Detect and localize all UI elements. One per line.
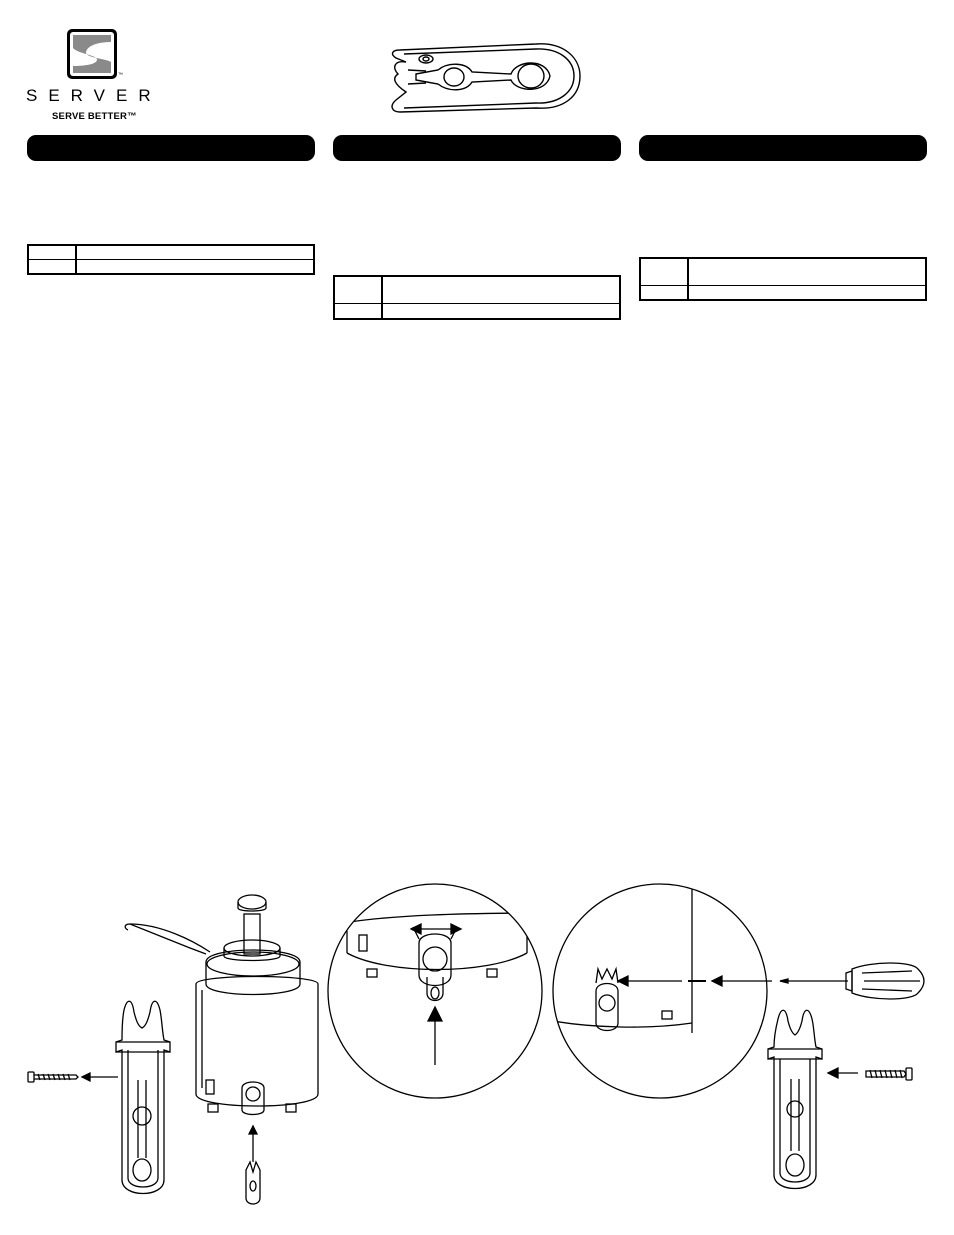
logo-wordmark: SERVER [26, 86, 162, 105]
table-row [334, 304, 620, 320]
logo-trademark: ™ [118, 72, 123, 78]
screwdriver-icon [780, 963, 924, 999]
table-cell [76, 245, 314, 260]
table-cell [28, 245, 76, 260]
table-row [640, 286, 926, 301]
warmer-icon [125, 895, 318, 1115]
clip-installed-detail [327, 883, 543, 1099]
table-cell [688, 258, 926, 286]
section-header-bar-3 [639, 135, 927, 161]
table-cell [382, 304, 620, 320]
table-cell [334, 276, 382, 304]
table-cell [382, 276, 620, 304]
clip-icon [768, 1010, 822, 1188]
section-header-bar-2 [333, 135, 621, 161]
screw-icon [28, 1072, 78, 1082]
table-cell [334, 304, 382, 320]
table-cell [688, 286, 926, 301]
warmer-with-clip-exploded [20, 880, 330, 1210]
clip-screw-detail [552, 883, 932, 1213]
table-cell [640, 286, 688, 301]
spec-table-1 [27, 244, 315, 275]
section-header-bar-1 [27, 135, 315, 161]
table-cell [76, 260, 314, 275]
table-cell [28, 260, 76, 275]
table-row [640, 258, 926, 286]
spec-table-3 [639, 257, 927, 301]
table-row [334, 276, 620, 304]
spec-table-2 [333, 275, 621, 320]
screw-icon [866, 1068, 912, 1080]
logo-tagline: SERVE BETTER™ [52, 111, 137, 122]
table-row [28, 260, 314, 275]
spout-clip-icon [386, 40, 582, 118]
clip-icon [116, 1001, 170, 1193]
table-cell [640, 258, 688, 286]
server-logo-icon [66, 28, 118, 80]
table-row [28, 245, 314, 260]
